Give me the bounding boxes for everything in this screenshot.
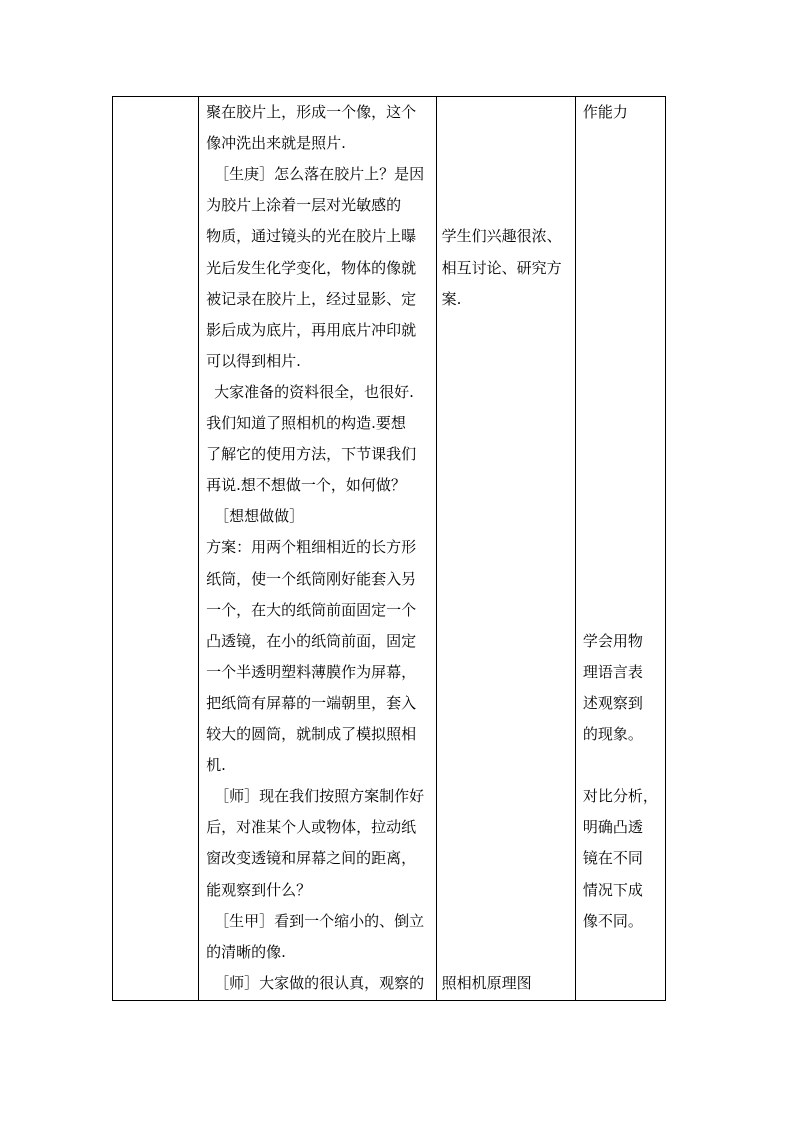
text-line: 理语言表 xyxy=(582,662,643,681)
text-line: 相互讨论、研究方 xyxy=(441,258,562,277)
text-line: 的清晰的像. xyxy=(206,942,286,961)
text-line: 了解它的使用方法，下节课我们 xyxy=(206,445,417,464)
text-line: 再说.想不想做一个，如何做？ xyxy=(206,476,406,495)
text-line: 案. xyxy=(441,289,462,308)
text-line: 对比分析， xyxy=(582,787,658,806)
text-line: 一个，在大的纸筒前面固定一个 xyxy=(206,600,417,619)
table-cell-design-intent xyxy=(575,97,665,1001)
teaching-process-text xyxy=(199,97,435,1000)
text-line: ［想想做做］ xyxy=(214,507,305,526)
text-line: 述观察到 xyxy=(582,693,643,712)
text-line: 像不同。 xyxy=(582,911,643,930)
design-intent-text xyxy=(576,97,665,1000)
text-line: 影后成为底片，再用底片冲印就 xyxy=(206,320,417,339)
text-line: 聚在胶片上，形成一个像，这个 xyxy=(206,103,417,121)
table-cell-section xyxy=(113,97,199,1001)
text-line: 的现象。 xyxy=(582,725,643,743)
text-line: 学生们兴趣很浓、 xyxy=(441,227,562,246)
text-line: ［生庚］怎么落在胶片上？是因 xyxy=(214,165,425,184)
lesson-plan-table xyxy=(112,96,666,1001)
table-cell-student-activity xyxy=(436,97,575,1001)
text-line: 纸筒，使一个纸筒刚好能套入另 xyxy=(206,569,417,588)
text-line: 明确凸透 xyxy=(582,818,643,837)
text-line: ［师］现在我们按照方案制作好 xyxy=(214,787,425,806)
student-activity-text xyxy=(437,97,575,1000)
text-line: 学会用物 xyxy=(582,631,643,650)
text-line: 把纸筒有屏幕的一端朝里，套入 xyxy=(206,693,417,712)
text-line: 情况下成 xyxy=(582,880,643,899)
text-line: 后，对准某个人或物体，拉动纸 xyxy=(206,818,417,837)
text-line: 光后发生化学变化，物体的像就 xyxy=(206,258,417,277)
text-line: ［生甲］看到一个缩小的、倒立 xyxy=(214,911,425,930)
section-cell-content xyxy=(113,97,198,1000)
text-line: 能观察到什么？ xyxy=(206,880,312,899)
text-line: 像冲洗出来就是照片. xyxy=(206,134,346,153)
text-line: 凸透镜，在小的纸筒前面，固定 xyxy=(206,631,417,650)
text-line: 物质，通过镜头的光在胶片上曝 xyxy=(206,227,417,246)
text-line: 我们知道了照相机的构造.要想 xyxy=(206,414,406,432)
table-cell-teaching-process xyxy=(199,97,436,1001)
text-line: ［师］大家做的很认真，观察的 xyxy=(214,973,425,992)
text-line: 窗改变透镜和屏幕之间的距离， xyxy=(206,849,417,868)
text-line: 较大的圆筒，就制成了模拟照相 xyxy=(206,725,417,743)
text-line: 机. xyxy=(206,756,226,775)
text-line: 作能力 xyxy=(582,103,628,121)
text-line: 照相机原理图 xyxy=(441,973,532,992)
text-line: 一个半透明塑料薄膜作为屏幕， xyxy=(206,662,417,681)
text-line: 为胶片上涂着一层对光敏感的 xyxy=(206,196,402,215)
text-line: 可以得到相片. xyxy=(206,351,301,370)
table-row xyxy=(113,97,666,1001)
text-line: 被记录在胶片上，经过显影、定 xyxy=(206,289,417,308)
text-line: 镜在不同 xyxy=(582,849,643,868)
text-line: 方案：用两个粗细相近的长方形 xyxy=(206,538,417,557)
text-line: 大家准备的资料很全，也很好. xyxy=(214,382,414,401)
